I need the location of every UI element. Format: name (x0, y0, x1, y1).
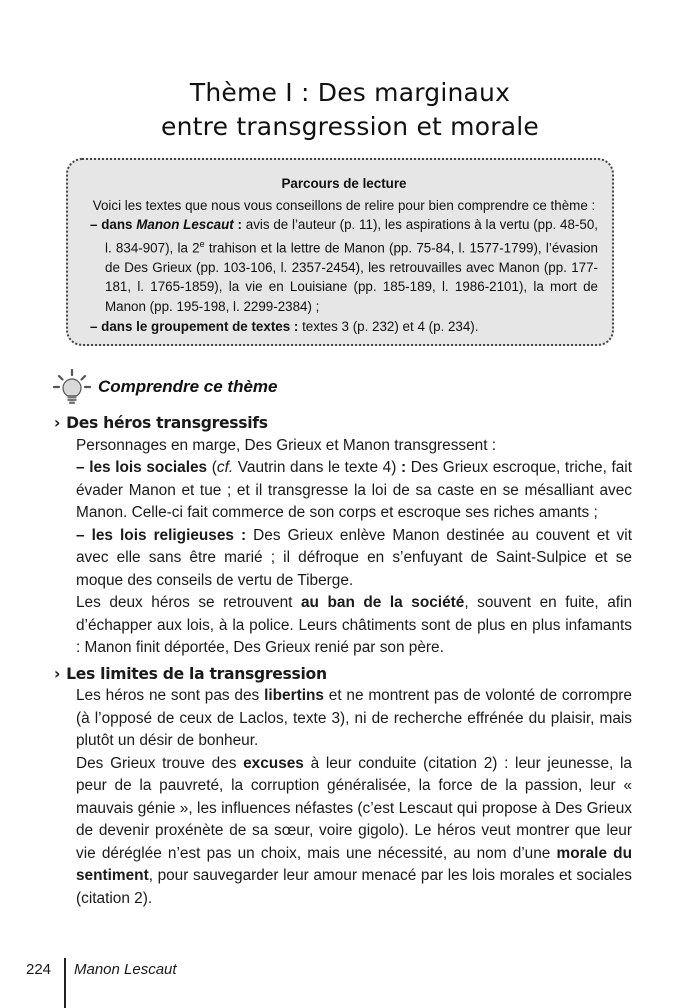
sub1-intro: Personnages en marge, Des Grieux et Manon transgressent : (76, 436, 497, 454)
chevron-right-icon: › (54, 664, 61, 683)
sub1-outcast (76, 592, 632, 660)
reading-path-heading: Parcours de lecture (281, 176, 407, 191)
reading-path-item-groupement (90, 317, 598, 337)
item1-prefix: – dans (90, 217, 137, 233)
libertins-after: et ne montrent pas de volonté de corrompre (à l’opposé de ceux de Laclos, texte 3), ni de recherche effrénée du plaisir, mais plutôt un désir de bonheur. (76, 687, 632, 749)
outcast-after: , souvent en fuite, afin d’échapper aux lois, à la police. Leurs châtiments sont de plus en plus infamants : Manon finit déportée, Des Grieux renié par son père. (76, 594, 633, 656)
item1-work: Manon Lescaut (136, 217, 234, 233)
item1-sup: e (199, 238, 205, 249)
lightbulb-icon (52, 368, 92, 406)
sub2-excuses (76, 753, 632, 911)
social-laws-paren: ( (207, 459, 217, 476)
excuses-before: Des Grieux trouve des (76, 754, 244, 772)
outcast-bold: au ban de la société (300, 594, 465, 611)
reading-path-intro: Voici les textes que nous vous conseillons de relire pour bien comprendre ce thème : (92, 197, 596, 213)
subheading-transgressive-heroes (54, 412, 632, 435)
item2-text: textes 3 (p. 232) et 4 (p. 234). (298, 318, 479, 334)
outcast-before: Les deux héros se retrouvent (76, 594, 301, 611)
social-laws-ref: Vautrin dans le texte 4) (233, 459, 397, 476)
subheading-1-text: Des héros transgressifs (66, 414, 268, 432)
page-title (0, 76, 700, 144)
religious-laws-label: – les lois religieuses : (76, 526, 247, 544)
sub2-libertins (76, 685, 632, 753)
morale-bold: morale du sentiment (76, 844, 632, 884)
item1-colon: : (233, 217, 242, 233)
item2-label: – dans le groupement de textes : (90, 318, 299, 334)
social-laws-cf: cf. (216, 459, 234, 476)
social-laws-colon: : (396, 459, 407, 476)
book-title: Manon Lescaut (74, 961, 177, 978)
paragraph-limits (76, 685, 632, 910)
page-title-line-1: Thème I : Des marginaux (189, 78, 511, 107)
subheading-2-text: Les limites de la transgression (66, 664, 327, 683)
sub1-religious-laws (76, 525, 632, 593)
social-laws-label: – les lois sociales (76, 459, 208, 476)
excuses-after: , pour sauvegarder leur amour menacé par les lois morales et sociales (citation 2). (76, 867, 632, 907)
section-header (52, 368, 278, 406)
libertins-bold: libertins (264, 687, 324, 704)
reading-path-box (66, 158, 614, 346)
sub1-social-laws (76, 457, 632, 525)
footer-divider (64, 958, 66, 1008)
page-number: 224 (26, 961, 52, 978)
section-title: Comprendre ce thème (98, 377, 278, 396)
excuses-bold: excuses (243, 754, 304, 772)
reading-path-item-novel (90, 215, 598, 316)
main-content (54, 410, 632, 910)
social-laws-text: Des Grieux escroque, triche, fait évader Manon et tue ; et il transgresse la loi de sa caste en se mésalliant avec Manon. Celle-ci fait commerce de son corps et escroque ses riches amants ; (76, 459, 633, 521)
libertins-before: Les héros ne sont pas des (76, 687, 265, 704)
page-footer (0, 958, 700, 1008)
religious-laws-text: Des Grieux enlève Manon destinée au couvent et vit avec elle sans être marié ; il défroque en s’enfuyant de Saint-Sulpice et se moque des conseils de vertu de Tiberge. (76, 526, 632, 589)
excuses-mid: à leur conduite (citation 2) : leur jeunesse, la peur de la pauvreté, la corruption généralisée, la force de la passion, leur « mauvais génie », les influences néfastes (c’est Lescaut qui propose à Des Grieux de devenir proxénète de sa sœur, voire gigolo). Le héros veut montrer que leur vie déréglée n’est pas un choix, mais une nécessité, au nom d’une (76, 754, 632, 862)
page-title-line-2: entre transgression et morale (161, 112, 539, 141)
item1-text-b: trahison et la lettre de Manon (pp. 75-84, l. 1577-1799), l’évasion de Des Grieux (pp. 103-106, l. 2357-2454), les retrouvailles avec Manon (pp. 177-181, l. 1765-1859), la vie en Louisiane (pp. 185-189, l. 1986-2101), la mort de Manon (pp. 195-198, l. 2299-2384) ; (105, 240, 598, 315)
subheading-limits (54, 663, 632, 686)
paragraph-transgression (76, 435, 632, 660)
chevron-right-icon: › (54, 414, 61, 432)
item1-text-a: avis de l’auteur (p. 11), les aspirations à la vertu (pp. 48-50, l. 834-907), la 2 (105, 217, 599, 256)
